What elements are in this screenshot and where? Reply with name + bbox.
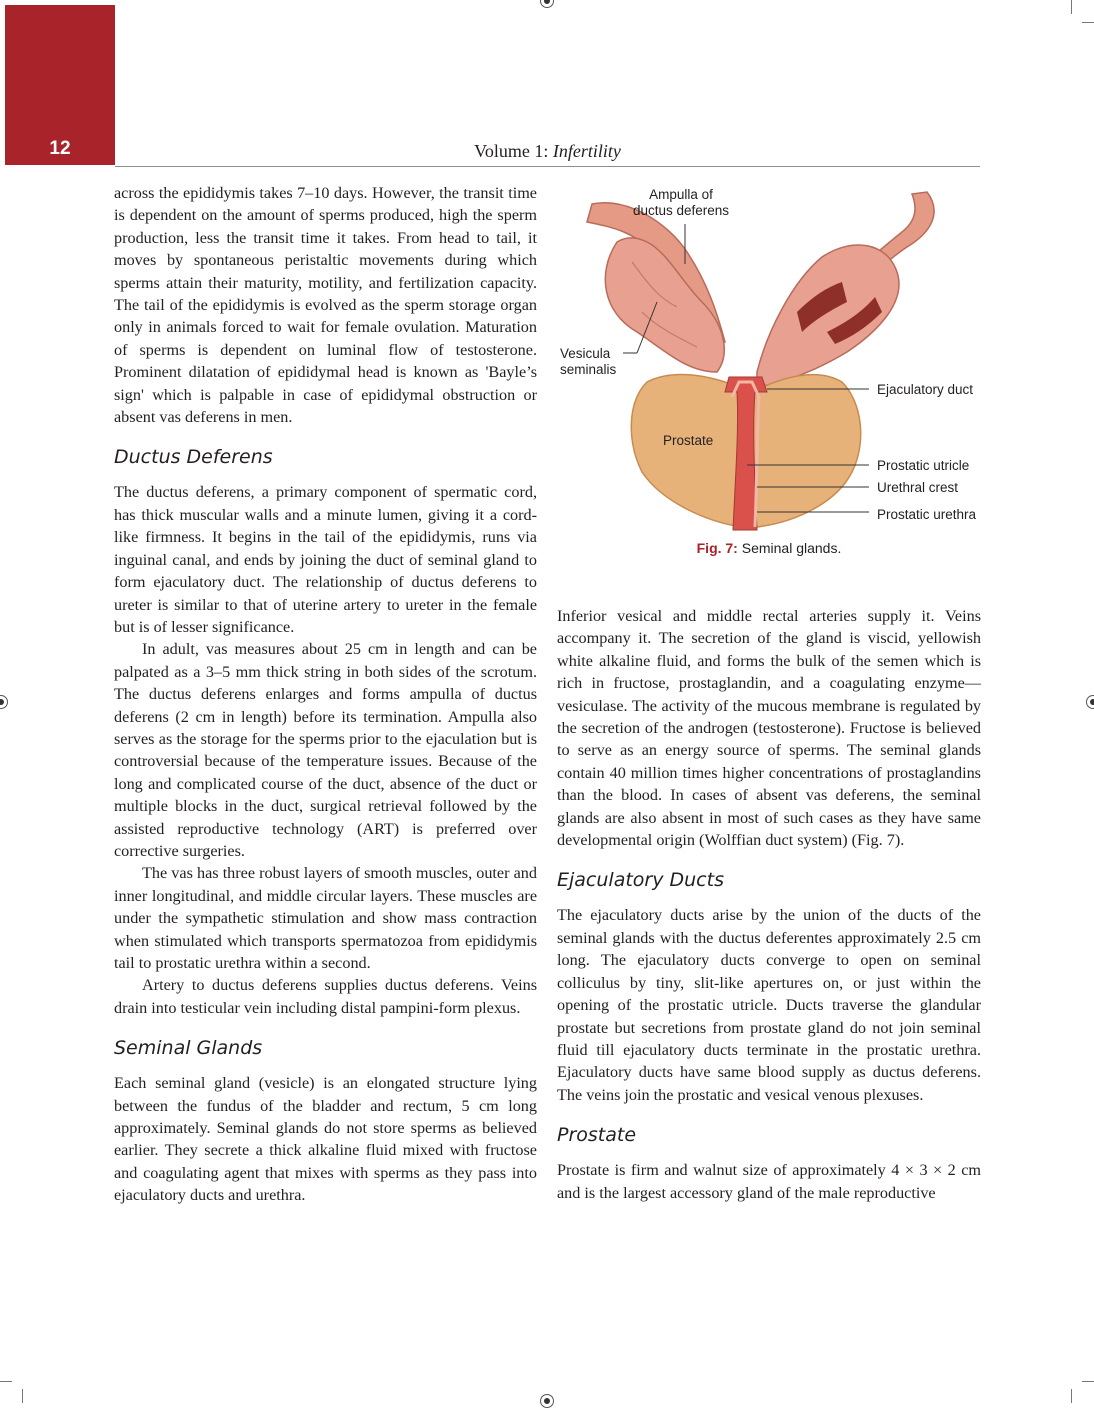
crop-mark: [1071, 0, 1072, 14]
crop-mark: [1082, 1381, 1094, 1382]
paragraph: Each seminal gland (vesicle) is an elongated structure lying between the fundus of the bladder and rectum, 5 cm long approximately. Seminal glands do not store sperms as believed earlier. They secrete a thick alkaline fluid mixed with fructose and coagulating agent that mixes with sperms as they pass into ejaculatory ducts and urethra.: [114, 1074, 537, 1205]
page-number: 12: [49, 138, 71, 159]
section-heading-ductus-deferens: Ductus Deferens: [114, 446, 273, 469]
paragraph: The vas has three robust layers of smooth muscles, outer and inner longitudinal, and middle circular layers. These muscles are under the sympathetic stimulation and show mass contraction when stimulated which transports spermatozoa from epididymis tail to prostatic urethra within a second.: [114, 864, 537, 972]
figure-caption: [557, 540, 981, 556]
running-head: [115, 141, 980, 167]
section-heading-seminal-glands: Seminal Glands: [114, 1037, 263, 1060]
crop-mark: [1082, 22, 1094, 23]
registration-mark-right: [1086, 695, 1094, 709]
right-column: [557, 605, 981, 1204]
paragraph: In adult, vas measures about 25 cm in length and can be palpated as a 3–5 mm thick string in both sides of the scrotum. The ductus deferens enlarges and forms ampulla of ductus deferens (2 cm in length) before its termination. Ampulla also serves as the storage for the sperms prior to the ejaculation but is controversial because of the temperature issues. Because of the long and complicated course of the duct, absence of the duct or multiple blocks in the duct, surgical retrieval followed by the assisted reproductive technology (ART) is preferred over corrective surgeries.: [114, 640, 537, 860]
paragraph: The ejaculatory ducts arise by the union of the ducts of the seminal glands with the ductus deferentes approximately 2.5 cm long. The ejaculatory ducts converge to open on seminal colliculus by tiny, slit-like apertures on, or just within the opening of the prostatic utricle. Ducts traverse the glandular prostate but secretions from prostate gland do not join seminal fluid till ejaculatory ducts terminate in the prostatic urethra. Ejaculatory ducts have same blood supply as ductus deferens. The veins join the prostatic and vesical venous plexuses.: [557, 906, 981, 1104]
label-prostate: Prostate: [663, 433, 714, 448]
label-vesicula-seminalis: Vesicula seminalis: [560, 346, 617, 377]
label-ampulla: Ampulla of ductus deferens: [633, 187, 730, 218]
section-heading-prostate: Prostate: [557, 1124, 637, 1147]
figure-caption-text: Seminal glands.: [737, 540, 842, 556]
registration-mark-top: [540, 0, 554, 8]
running-head-volume: Volume 1:: [474, 141, 553, 161]
section-heading-ejaculatory-ducts: Ejaculatory Ducts: [557, 869, 724, 892]
figure-seminal-glands: [557, 182, 981, 567]
label-ejaculatory-duct: Ejaculatory duct: [877, 382, 974, 397]
figure-caption-number: Fig. 7:: [696, 540, 738, 556]
label-prostatic-urethra: Prostatic urethra: [877, 507, 977, 522]
running-head-title: Infertility: [552, 141, 621, 161]
registration-mark-left: [0, 695, 8, 709]
label-prostatic-utricle: Prostatic utricle: [877, 458, 970, 473]
label-urethral-crest: Urethral crest: [877, 480, 959, 495]
paragraph: across the epididymis takes 7–10 days. However, the transit time is dependent on the amount of sperms produced, high the sperm production, less the transit time it takes. From head to tail, it moves by spontaneous peristaltic movements during which sperms attain their maturity, motility, and fertilization capacity. The tail of the epididymis is evolved as the sperm storage organ only in animals forced to wait for female ovulation. Maturation of sperms is dependent on luminal flow of testosterone. Prominent dilatation of epididymal head is known as 'Bayle’s sign' which is palpable in case of epididymal obstruction or absent vas deferens in men.: [114, 184, 537, 427]
crop-mark: [0, 1381, 12, 1382]
left-column: [114, 182, 537, 1207]
paragraph: Artery to ductus deferens supplies ductus deferens. Veins drain into testicular vein including distal pampini-form plexus.: [114, 976, 537, 1017]
crop-mark: [22, 1389, 23, 1403]
crop-mark: [1071, 1389, 1072, 1403]
paragraph: The ductus deferens, a primary component of spermatic cord, has thick muscular walls and a minute lumen, giving it a cord-like firmness. It begins in the tail of the epididymis, runs via inguinal canal, and ends by joining the duct of seminal gland to form ejaculatory duct. The relationship of ductus deferens to ureter is similar to that of uterine artery to ureter in the female but is of lesser significance.: [114, 483, 537, 636]
paragraph: Inferior vesical and middle rectal arteries supply it. Veins accompany it. The secretion of the gland is viscid, yellowish white alkaline fluid, and forms the bulk of the semen which is rich in fructose, prostaglandin, and a coagulating enzyme—vesiculase. The activity of the mucous membrane is regulated by the secretion of the androgen (testosterone). Fructose is believed to serve as an energy source of sperms. The seminal glands contain 40 million times higher concentrations of prostaglandins than the blood. In cases of absent vas deferens, the seminal glands are also absent in most of such cases as they have same developmental origin (Wolffian duct system) (Fig. 7).: [557, 607, 981, 850]
registration-mark-bottom: [540, 1394, 554, 1408]
paragraph: Prostate is firm and walnut size of approximately 4 × 3 × 2 cm and is the largest accessory gland of the male reproductive: [557, 1161, 981, 1202]
